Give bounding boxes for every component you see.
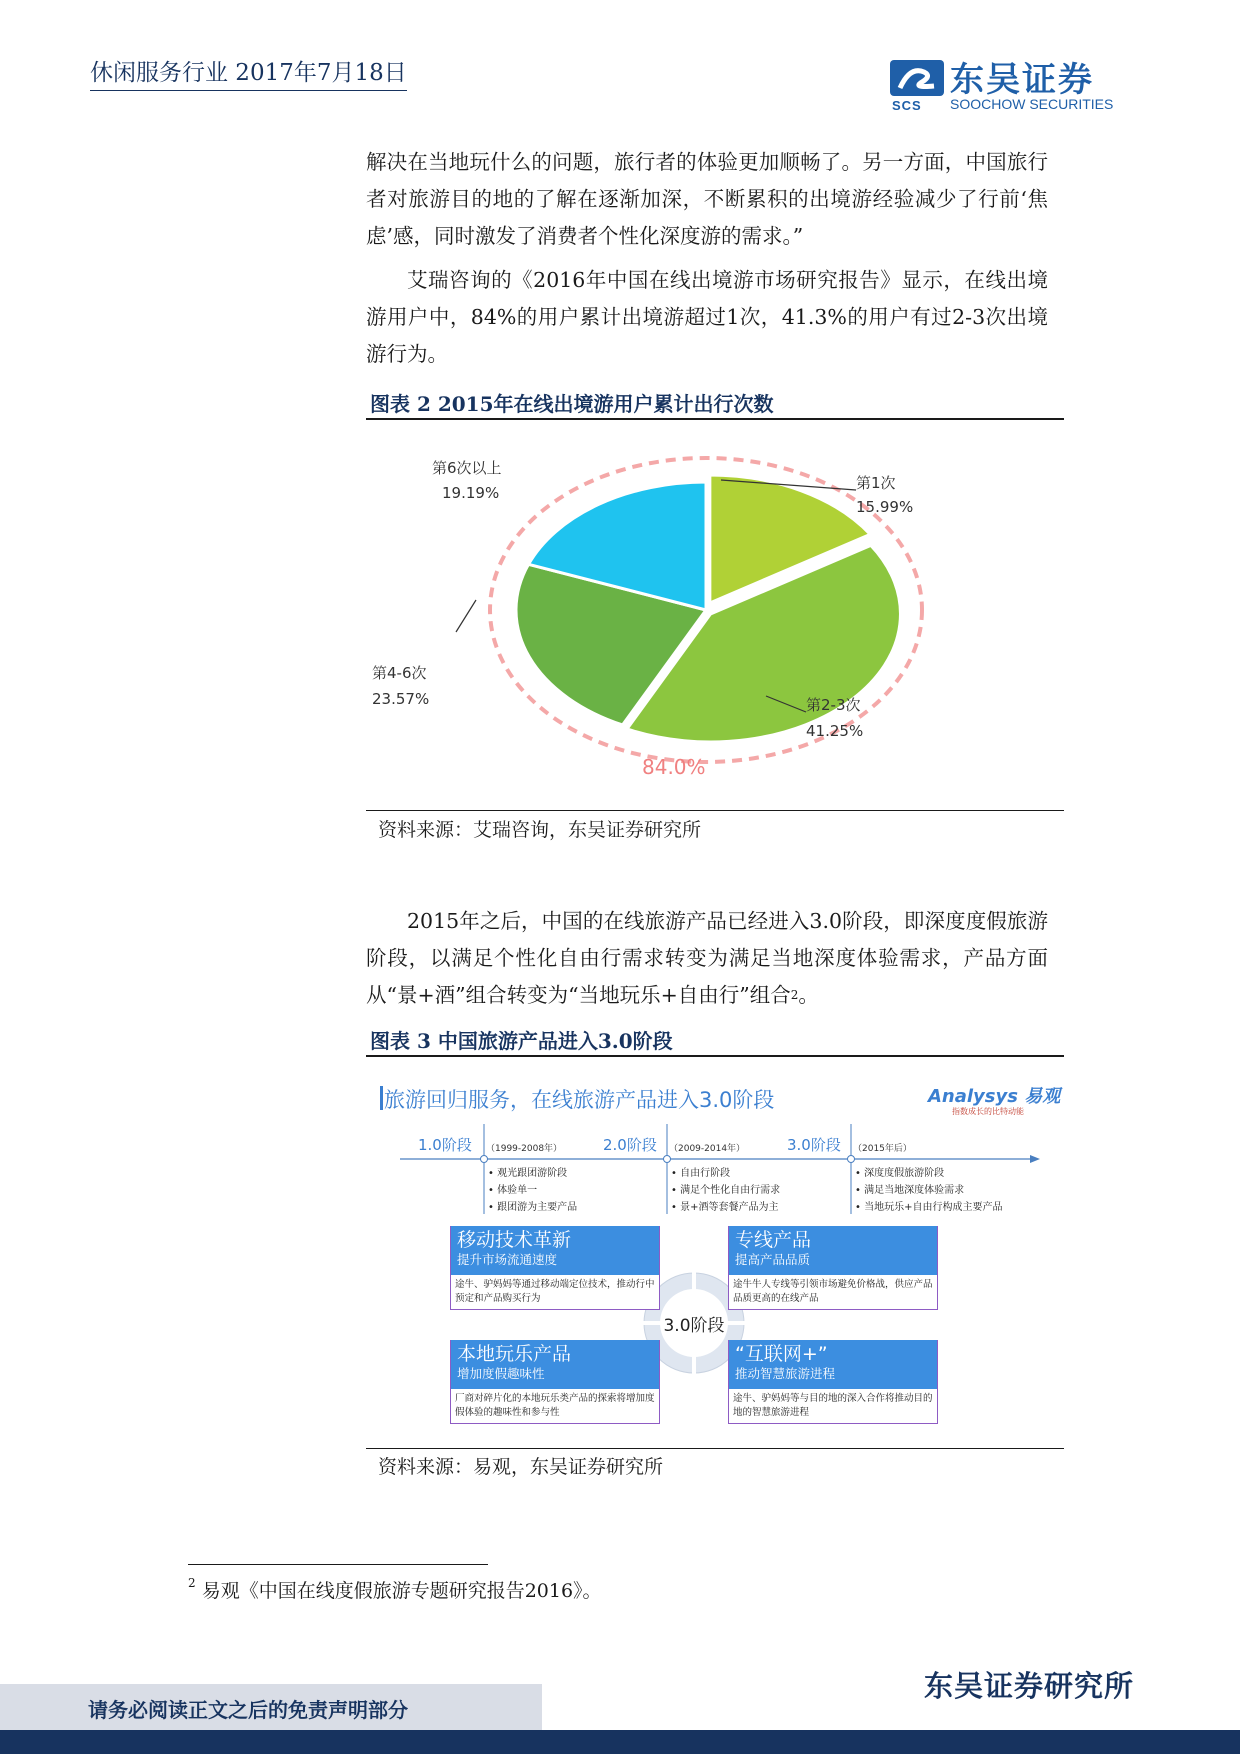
figure2-title: 图表 2 2015年在线出境游用户累计出行次数 [370,392,774,416]
slice-label: 第6次以上 [432,459,502,477]
figure3-source: 资料来源：易观，东吴证券研究所 [378,1456,664,1478]
box-header [729,1340,937,1389]
analysys-brand: Analysys 易观 [928,1086,1061,1107]
stage-2-bullets [671,1165,780,1216]
box-subtitle: 推动智慧旅游进程 [735,1366,836,1381]
box-body: 途牛、驴妈妈等通过移动端定位技术，推动行中预定和产品购买行为 [455,1279,655,1304]
paragraph-3 [366,903,1048,1014]
footer-org: 东吴证券研究所 [924,1669,1135,1703]
footnote-mark: 2 [188,1576,196,1590]
slice-label: 第2-3次 [806,696,861,714]
list-item: • 自由行阶段 [671,1165,780,1182]
list-item: • 满足当地深度体验需求 [855,1182,1002,1199]
box-title: 专线产品 [735,1229,812,1251]
stage-2-name: 2.0阶段 [603,1136,657,1154]
box-subtitle: 提升市场流通速度 [457,1252,558,1267]
stage-3-bullets [855,1165,1002,1216]
stage-1-bullets [488,1165,577,1216]
slice-value: 23.57% [372,690,430,708]
box-body: 途牛、驴妈妈等与目的地的深入合作将推动目的地的智慧旅游进程 [733,1393,933,1418]
logo-abbr: SCS [892,98,922,113]
figure3-inner-title: 旅游回归服务，在线旅游产品进入3.0阶段 [384,1088,775,1112]
disclaimer-banner [0,1684,542,1730]
box-special-line [728,1226,938,1310]
stage-marker-3 [848,1156,855,1163]
box-header [451,1340,659,1389]
stage-1-name: 1.0阶段 [418,1136,472,1154]
header-title: 休闲服务行业 2017年7月18日 [90,54,407,91]
figure3-top-rule [366,1055,1064,1057]
list-item: • 跟团游为主要产品 [488,1199,577,1216]
stage-1-period: （1999-2008年） [486,1144,563,1154]
figure2-bottom-rule [366,810,1064,811]
box-subtitle: 增加度假趣味性 [457,1366,545,1381]
figure2-source: 资料来源：艾瑞咨询，东吴证券研究所 [378,819,702,841]
slice-value: 41.25% [806,722,864,740]
highlight-annotation: 84.0% [642,755,706,779]
stage-3-period: （2015年后） [853,1144,912,1154]
logo-text-en: SOOCHOW SECURITIES [950,96,1114,112]
list-item: • 当地玩乐+自由行构成主要产品 [855,1199,1002,1216]
figure3-title: 图表 3 中国旅游产品进入3.0阶段 [370,1029,673,1053]
list-item: • 体验单一 [488,1182,577,1199]
slice-value: 15.99% [856,498,914,516]
figure3-bottom-rule [366,1448,1064,1449]
stage-3-name: 3.0阶段 [787,1136,841,1154]
company-logo [888,58,1133,118]
footer-bar [0,1730,1240,1754]
list-item: • 景+酒等套餐产品为主 [671,1199,780,1216]
stage-marker-2 [664,1156,671,1163]
box-mobile-tech [450,1226,660,1310]
slice-label: 第1次 [856,474,896,492]
stage-marker-1 [481,1156,488,1163]
box-title: 移动技术革新 [457,1229,572,1251]
leader-line [456,600,476,632]
list-item: • 观光跟团游阶段 [488,1165,577,1182]
list-item: • 满足个性化自由行需求 [671,1182,780,1199]
disclaimer-text: 请务必阅读正文之后的免责声明部分 [88,1698,408,1722]
box-header [451,1226,659,1275]
slice-value: 19.19% [442,484,500,502]
logo-mark-icon [888,58,946,98]
box-title: “互联网+” [735,1343,828,1365]
paragraph-3-text: 2015年之后，中国的在线旅游产品已经进入3.0阶段，即深度度假旅游阶段，以满足个性化自由行需求转变为满足当地深度体验需求，产品方面从“景+酒”组合转变为“当地玩乐+自由行”组合 [366,909,1048,1007]
analysys-slogan: 指数成长的比特动能 [952,1107,1024,1116]
box-body: 途牛牛人专线等引领市场避免价格战，供应产品品质更高的在线产品 [733,1279,933,1304]
figure2-top-rule [366,418,1064,420]
figure2-pie-chart [366,430,1064,790]
timeline-arrow-icon [1030,1155,1040,1163]
box-title: 本地玩乐产品 [457,1343,572,1365]
figure3-diagram [380,1078,1060,1438]
paragraph-3-end: 。 [798,983,819,1007]
box-subtitle: 提高产品品质 [735,1252,811,1267]
logo-text-cn: 东吴证券 [950,60,1094,100]
stage-2-period: （2009-2014年） [669,1144,746,1154]
footnote-rule [188,1564,488,1565]
box-body: 厂商对碎片化的本地玩乐类产品的探索将增加度假体验的趣味性和参与性 [455,1393,655,1418]
footnote-text: 易观《中国在线度假旅游专题研究报告2016》。 [201,1580,602,1602]
paragraph-2: 艾瑞咨询的《2016年中国在线出境游市场研究报告》显示，在线出境游用户中，84%的用户累计出境游超过1次，41.3%的用户有过2-3次出境游行为。 [366,268,1048,366]
footnote-ref[interactable]: 2 [790,988,799,1002]
footnote [188,1576,602,1603]
list-item: • 深度度假旅游阶段 [855,1165,1002,1182]
slice-label: 第4-6次 [372,664,427,682]
box-internet-plus [728,1340,938,1424]
center-stage-label: 3.0阶段 [663,1316,725,1336]
box-local-fun [450,1340,660,1424]
paragraph-1: 解决在当地玩什么的问题，旅行者的体验更加顺畅了。另一方面，中国旅行者对旅游目的地的了解在逐渐加深，不断累积的出境游经验减少了行前‘焦虑’感，同时激发了消费者个性化深度游的需求。” [366,150,1048,248]
box-header [729,1226,937,1275]
